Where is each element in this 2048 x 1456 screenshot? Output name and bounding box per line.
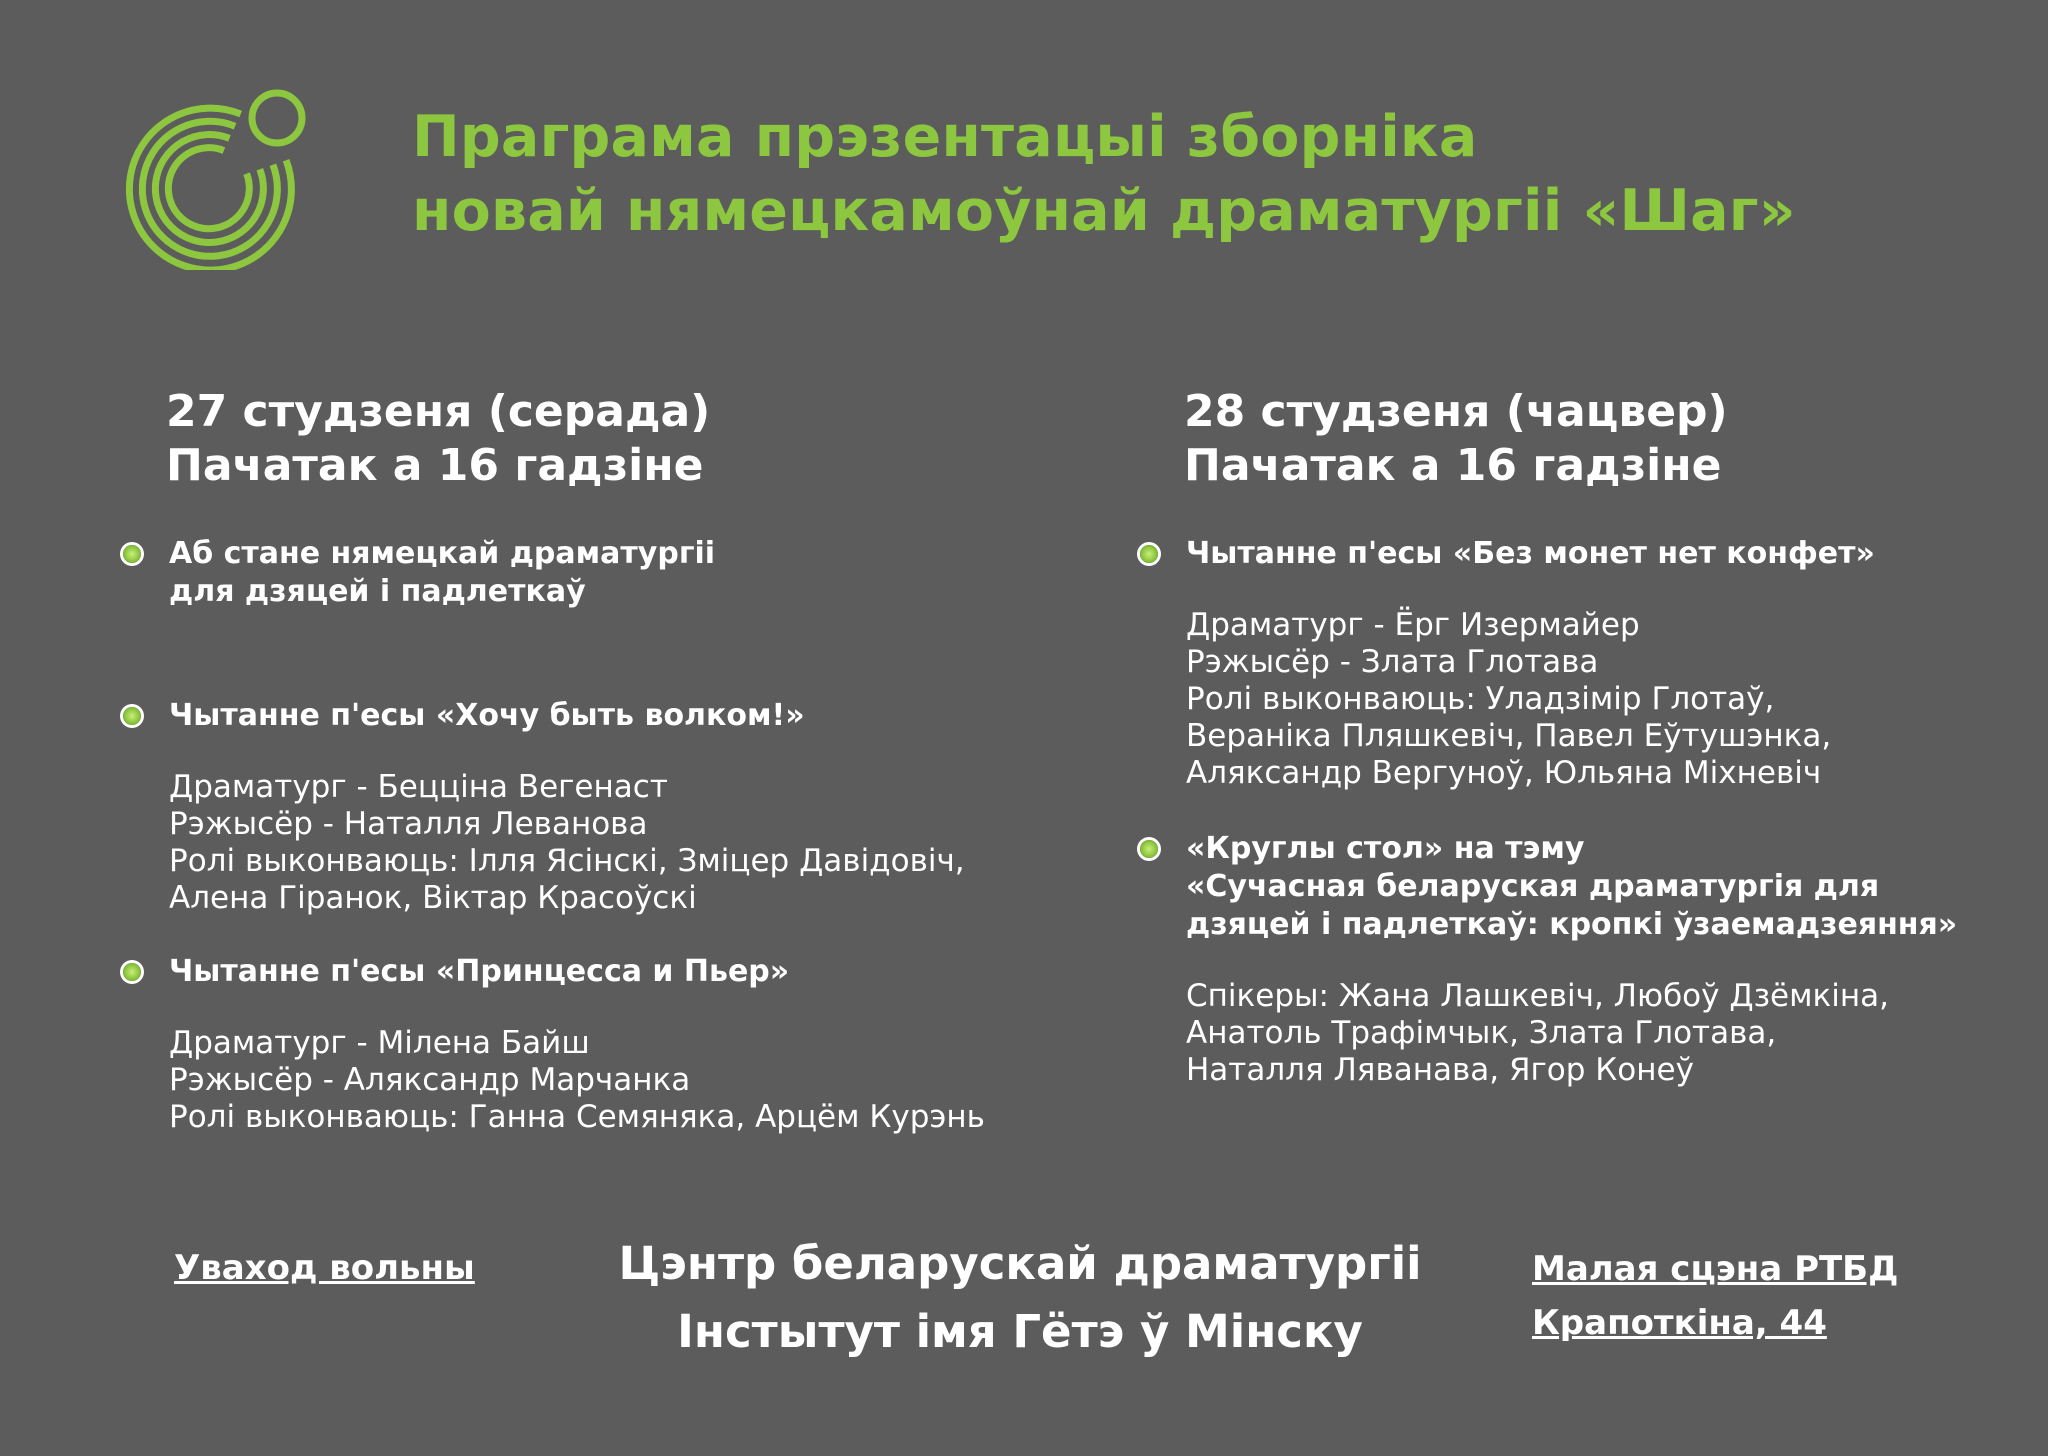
day-1-heading bbox=[166, 385, 710, 493]
detail-line: Ролі выконваюць: Ганна Семяняка, Арцём Курэнь bbox=[169, 1099, 985, 1135]
title-line: дзяцей і падлеткаў: кропкі ўзаемадзеяння» bbox=[1186, 907, 1958, 942]
bullet-dot-icon bbox=[1140, 545, 1158, 563]
page-title bbox=[412, 100, 1796, 248]
detail-line: Вераніка Пляшкевіч, Павел Еўтушэнка, bbox=[1186, 718, 1832, 754]
detail-line: Наталля Ляванава, Ягор Конеў bbox=[1186, 1052, 1694, 1088]
detail-line: Алена Гіранок, Віктар Красоўскі bbox=[169, 880, 697, 916]
title-line: «Круглы стол» на тэму bbox=[1186, 831, 1585, 866]
title-line: Аб стане нямецкай драматургіі bbox=[169, 536, 716, 571]
program-item-details bbox=[169, 1025, 985, 1136]
program-item bbox=[1186, 535, 1957, 792]
day-1-column bbox=[166, 385, 985, 1135]
title-line-2: новай нямецкамоўнай драматургіі «Шаг» bbox=[412, 178, 1796, 244]
program-item bbox=[1186, 830, 1957, 1089]
day-2-date: 28 студзеня (чацвер) bbox=[1184, 386, 1728, 437]
day-1-date: 27 студзеня (серада) bbox=[166, 386, 711, 437]
day-2-program bbox=[1186, 535, 1957, 1089]
program-item bbox=[169, 535, 985, 611]
detail-line: Рэжысёр - Аляксандр Марчанка bbox=[169, 1062, 691, 1098]
detail-line: Драматург - Мілена Байш bbox=[169, 1025, 590, 1061]
program-item bbox=[169, 953, 985, 1136]
detail-line: Ролі выконваюць: Уладзімір Глотаў, bbox=[1186, 681, 1775, 717]
title-line: для дзяцей і падлеткаў bbox=[169, 574, 586, 609]
free-entry-note: Уваход вольны bbox=[174, 1248, 475, 1288]
detail-line: Спікеры: Жана Лашкевіч, Любоў Дзёмкіна, bbox=[1186, 978, 1889, 1014]
organizer-line-1: Цэнтр беларускай драматургіі bbox=[618, 1237, 1422, 1290]
venue-street: Крапоткіна, 44 bbox=[1532, 1303, 1827, 1343]
day-1-start-time: Пачатак а 16 гадзіне bbox=[166, 440, 704, 491]
detail-line: Драматург - Ёрг Изермайер bbox=[1186, 607, 1640, 643]
program-item-title bbox=[1186, 830, 1957, 944]
bullet-dot-icon bbox=[123, 963, 141, 981]
bullet-dot-icon bbox=[123, 545, 141, 563]
bullet-dot-icon bbox=[123, 707, 141, 725]
detail-line: Рэжысёр - Злата Глотава bbox=[1186, 644, 1599, 680]
day-1-program bbox=[169, 535, 985, 1136]
program-item bbox=[169, 697, 985, 917]
detail-line: Рэжысёр - Наталля Леванова bbox=[169, 806, 648, 842]
program-item-title: Чытанне п'есы «Хочу быть волком!» bbox=[169, 698, 805, 733]
program-item-title bbox=[169, 535, 985, 611]
program-item-title: Чытанне п'есы «Принцесса и Пьер» bbox=[169, 954, 790, 989]
title-line-1: Праграма прэзентацыі зборніка bbox=[412, 104, 1478, 170]
detail-line: Драматург - Бецціна Вегенаст bbox=[169, 769, 668, 805]
detail-line: Ролі выконваюць: Ілля Ясінскі, Зміцер Давідовіч, bbox=[169, 843, 965, 879]
venue-name: Малая сцэна РТБД bbox=[1532, 1249, 1899, 1289]
organizers bbox=[520, 1230, 1520, 1366]
program-item-details bbox=[1186, 978, 1957, 1089]
day-2-start-time: Пачатак а 16 гадзіне bbox=[1184, 440, 1722, 491]
program-item-details bbox=[1186, 607, 1957, 792]
goethe-institut-logo-icon bbox=[118, 80, 308, 270]
title-line: «Сучасная беларуская драматургія для bbox=[1186, 869, 1880, 904]
organizer-line-2: Інстытут імя Гётэ ў Мінску bbox=[677, 1305, 1363, 1358]
program-item-title: Чытанне п'есы «Без монет нет конфет» bbox=[1186, 536, 1875, 571]
detail-line: Аляксандр Вергуноў, Юльяна Міхневіч bbox=[1186, 755, 1822, 791]
program-item-details bbox=[169, 769, 985, 917]
venue-address bbox=[1532, 1242, 1898, 1350]
day-2-heading bbox=[1184, 385, 1728, 493]
bullet-dot-icon bbox=[1140, 840, 1158, 858]
detail-line: Анатоль Трафімчык, Злата Глотава, bbox=[1186, 1015, 1777, 1051]
day-2-column bbox=[1184, 385, 1958, 1088]
